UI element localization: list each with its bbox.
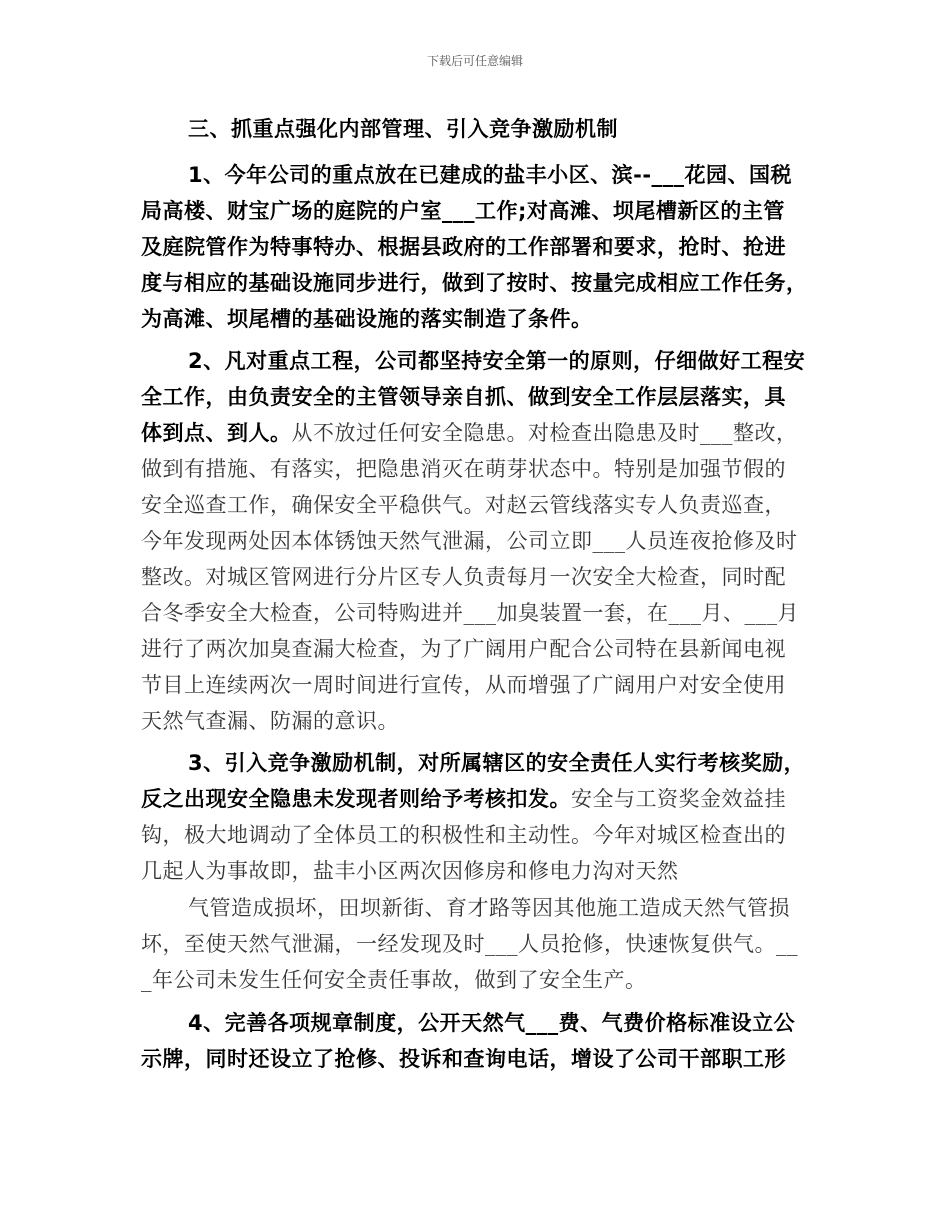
text-line <box>141 1044 786 1074</box>
page-header: 下载后可任意编辑 <box>426 54 523 68</box>
bold-text-segment: 3、引入竞争激励机制，对所属辖区的安全责任人实行考核奖励， <box>188 751 806 775</box>
text-line <box>188 1008 795 1038</box>
text-segment: 气管造成损坏，田坝新街、育才路等因其他施工造成天然气管损 <box>188 896 790 920</box>
text-line <box>141 929 798 959</box>
text-segment: 从不放过任何安全隐患。对检查出隐患及时___整改， <box>291 421 798 445</box>
text-line <box>141 526 798 556</box>
text-line <box>141 634 786 664</box>
text-line <box>141 232 786 262</box>
text-segment: _年公司未发生任何安全责任事故，做到了安全生产。 <box>141 968 647 992</box>
text-line <box>141 490 786 520</box>
text-segment: 合冬季安全大检查，公司特购进并___加臭装置一套，在___月、___月 <box>141 601 799 625</box>
text-line <box>141 670 786 700</box>
text-line <box>141 304 593 334</box>
text-line <box>141 965 647 995</box>
text-segment: 整改。对城区管网进行分片区专人负责每月一次安全大检查，同时配 <box>141 565 786 589</box>
text-line <box>188 160 792 190</box>
bold-text-segment: 全工作，由负责安全的主管领导亲自抓、做到安全工作层层落实，具 <box>141 385 786 409</box>
text-segment: 做到有措施、有落实，把隐患消灭在萌芽状态中。特别是加强节假的 <box>141 457 786 481</box>
bold-text-segment: 局高楼、财宝广场的庭院的户室___工作;对高滩、坝尾槽新区的主管 <box>141 199 785 223</box>
text-line <box>188 893 790 923</box>
text-segment: 天然气查漏、防漏的意识。 <box>141 709 399 733</box>
text-segment: 钩，极大地调动了全体员工的积极性和主动性。今年对城区检查出的 <box>141 823 786 847</box>
text-line <box>141 562 786 592</box>
text-line <box>188 748 805 778</box>
bold-text-segment: 及庭院管作为特事特办、根据县政府的工作部署和要求，抢时、抢进 <box>141 235 786 259</box>
bold-text-segment: 体到点、到人。 <box>141 421 292 445</box>
bold-text-segment: 反之出现安全隐患未发现者则给予考核扣发。 <box>141 787 571 811</box>
bold-text-segment: 2、凡对重点工程，公司都坚持安全第一的原则，仔细做好工程安 <box>188 349 806 373</box>
text-line <box>141 784 786 814</box>
text-line <box>141 196 785 226</box>
bold-text-segment: 为高滩、坝尾槽的基础设施的落实制造了条件。 <box>141 307 593 331</box>
text-segment: 坏，至使天然气泄漏，一经发现及时___人员抢修，快速恢复供气。__ <box>141 932 798 956</box>
text-line <box>141 706 399 736</box>
text-segment: 几起人为事故即，盐丰小区两次因修房和修电力沟对天然 <box>141 859 679 883</box>
text-line <box>141 454 786 484</box>
text-line <box>141 268 808 298</box>
text-segment: 今年发现两处因本体锈蚀天然气泄漏，公司立即___人员连夜抢修及时 <box>141 529 798 553</box>
text-line <box>188 346 805 376</box>
text-segment: 安全巡查工作，确保安全平稳供气。对赵云管线落实专人负责巡查， <box>141 493 786 517</box>
bold-text-segment: 4、完善各项规章制度，公开天然气___费、气费价格标准设立公 <box>188 1011 796 1035</box>
text-segment: 节目上连续两次一周时间进行宣传，从而增强了广阔用户对安全使用 <box>141 673 786 697</box>
text-line <box>141 856 679 886</box>
bold-text-segment: 1、今年公司的重点放在已建成的盐丰小区、滨--___花园、国税 <box>188 163 793 187</box>
bold-text-segment: 度与相应的基础设施同步进行，做到了按时、按量完成相应工作任务， <box>141 271 808 295</box>
text-line <box>188 114 618 144</box>
text-segment: 安全与工资奖金效益挂 <box>571 787 786 811</box>
text-line <box>141 820 786 850</box>
text-line <box>141 382 786 412</box>
text-segment: 进行了两次加臭查漏大检查，为了广阔用户配合公司特在县新闻电视 <box>141 637 786 661</box>
text-line <box>141 598 799 628</box>
bold-text-segment: 示牌，同时还设立了抢修、投诉和查询电话，增设了公司干部职工形 <box>141 1047 786 1071</box>
bold-text-segment: 三、抓重点强化内部管理、引入竞争激励机制 <box>188 117 618 141</box>
text-line <box>141 418 798 448</box>
